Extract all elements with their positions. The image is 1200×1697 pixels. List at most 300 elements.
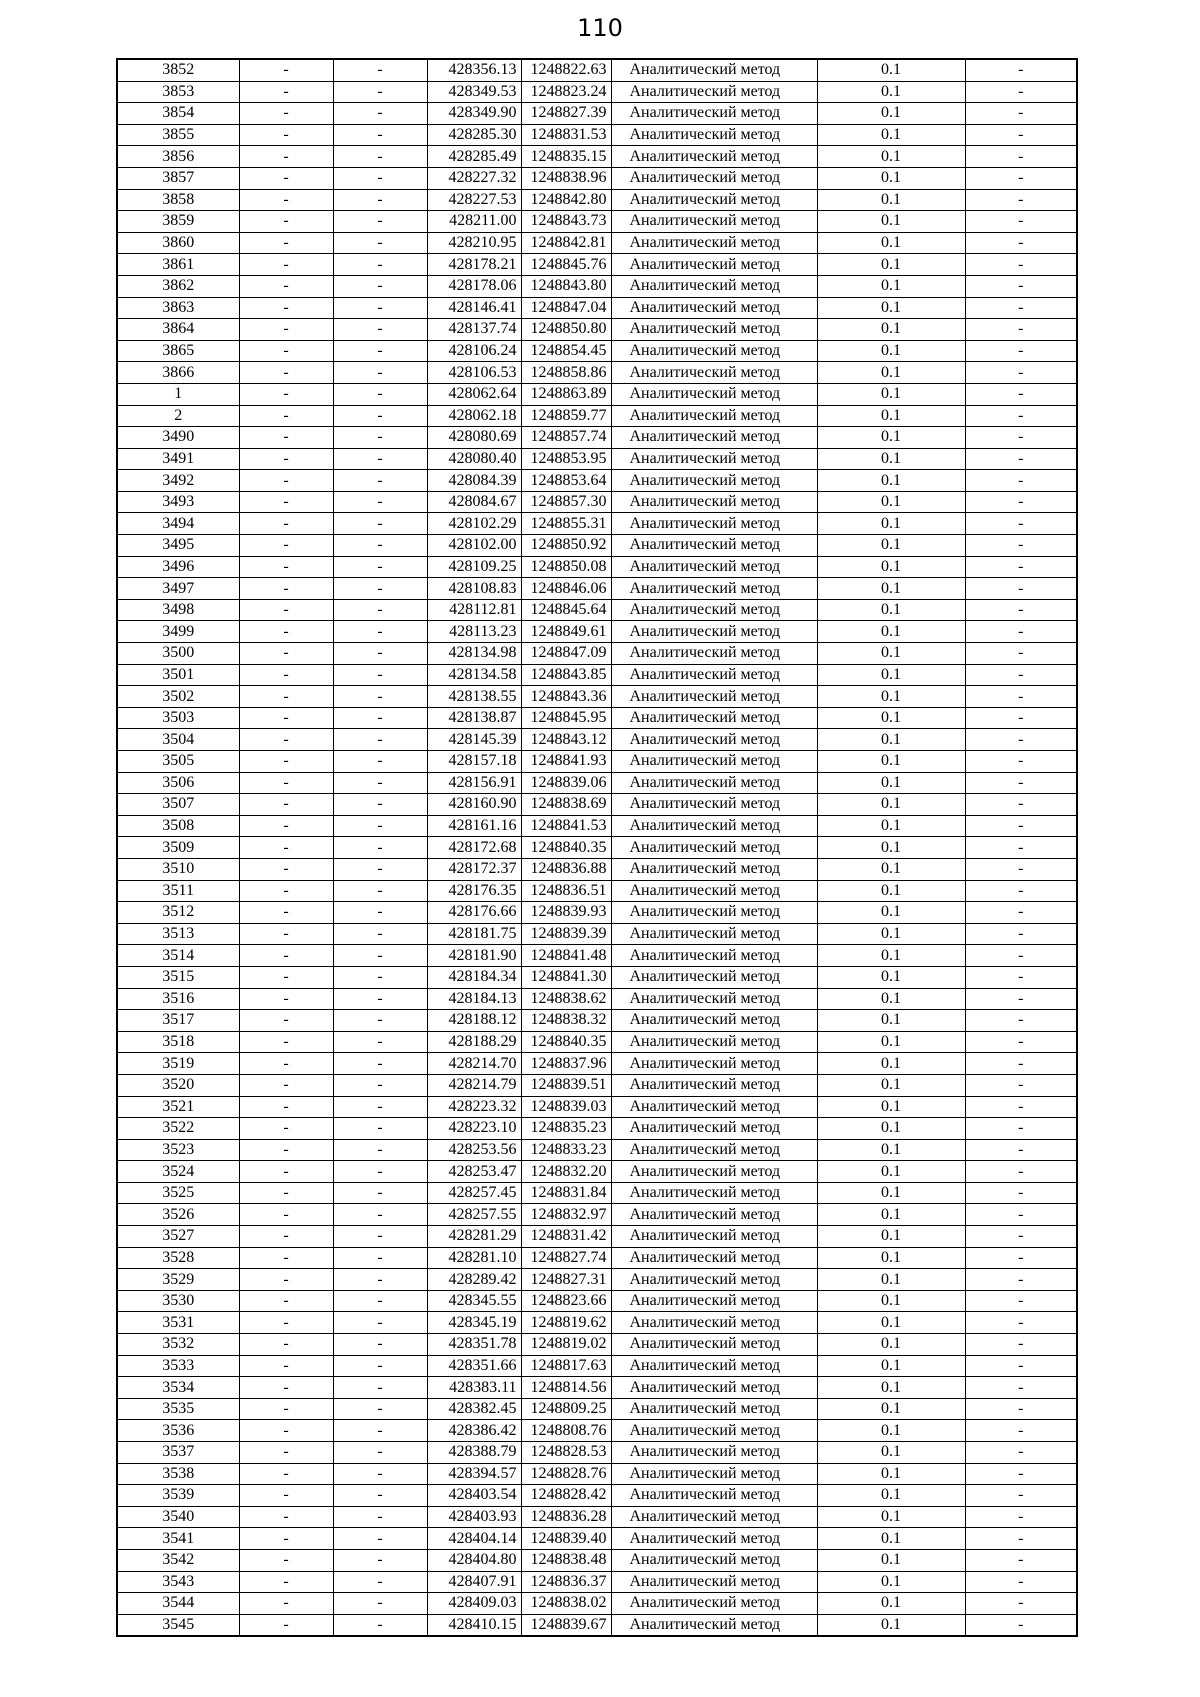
empty-cell-1: - — [239, 556, 333, 578]
empty-cell-1: - — [239, 1204, 333, 1226]
empty-cell-1: - — [239, 1549, 333, 1571]
x-coordinate-cell: 428172.37 — [427, 858, 521, 880]
y-coordinate-cell: 1248828.76 — [521, 1463, 611, 1485]
x-coordinate-cell: 428349.53 — [427, 81, 521, 103]
method-cell: Аналитический метод — [611, 1290, 817, 1312]
empty-cell-2: - — [333, 1161, 427, 1183]
table-row — [117, 751, 1077, 773]
note-cell: - — [965, 124, 1077, 146]
empty-cell-2: - — [333, 383, 427, 405]
table-body — [117, 59, 1077, 1636]
empty-cell-1: - — [239, 643, 333, 665]
table-row — [117, 362, 1077, 384]
empty-cell-1: - — [239, 1571, 333, 1593]
point-number-cell: 3541 — [117, 1528, 239, 1550]
empty-cell-2: - — [333, 1571, 427, 1593]
method-cell: Аналитический метод — [611, 1204, 817, 1226]
note-cell: - — [965, 1614, 1077, 1636]
x-coordinate-cell: 428285.49 — [427, 146, 521, 168]
y-coordinate-cell: 1248838.48 — [521, 1549, 611, 1571]
x-coordinate-cell: 428253.47 — [427, 1161, 521, 1183]
empty-cell-1: - — [239, 340, 333, 362]
table-row — [117, 880, 1077, 902]
table-row — [117, 1290, 1077, 1312]
x-coordinate-cell: 428356.13 — [427, 59, 521, 81]
empty-cell-2: - — [333, 1355, 427, 1377]
table-row — [117, 1053, 1077, 1075]
empty-cell-2: - — [333, 1334, 427, 1356]
method-cell: Аналитический метод — [611, 1312, 817, 1334]
table-row — [117, 1247, 1077, 1269]
empty-cell-2: - — [333, 275, 427, 297]
empty-cell-2: - — [333, 297, 427, 319]
y-coordinate-cell: 1248845.64 — [521, 599, 611, 621]
note-cell: - — [965, 1593, 1077, 1615]
table-row — [117, 794, 1077, 816]
table-row — [117, 1549, 1077, 1571]
point-number-cell: 3532 — [117, 1334, 239, 1356]
accuracy-cell: 0.1 — [817, 1226, 965, 1248]
table-row — [117, 578, 1077, 600]
method-cell: Аналитический метод — [611, 1096, 817, 1118]
y-coordinate-cell: 1248822.63 — [521, 59, 611, 81]
x-coordinate-cell: 428223.10 — [427, 1118, 521, 1140]
accuracy-cell: 0.1 — [817, 448, 965, 470]
note-cell: - — [965, 1053, 1077, 1075]
x-coordinate-cell: 428181.90 — [427, 945, 521, 967]
x-coordinate-cell: 428285.30 — [427, 124, 521, 146]
empty-cell-2: - — [333, 103, 427, 125]
method-cell: Аналитический метод — [611, 1485, 817, 1507]
point-number-cell: 3536 — [117, 1420, 239, 1442]
method-cell: Аналитический метод — [611, 340, 817, 362]
empty-cell-2: - — [333, 1118, 427, 1140]
point-number-cell: 3491 — [117, 448, 239, 470]
point-number-cell: 3528 — [117, 1247, 239, 1269]
y-coordinate-cell: 1248836.88 — [521, 858, 611, 880]
empty-cell-2: - — [333, 1398, 427, 1420]
empty-cell-1: - — [239, 1290, 333, 1312]
empty-cell-1: - — [239, 1161, 333, 1183]
empty-cell-2: - — [333, 254, 427, 276]
accuracy-cell: 0.1 — [817, 1096, 965, 1118]
empty-cell-1: - — [239, 599, 333, 621]
accuracy-cell: 0.1 — [817, 1398, 965, 1420]
empty-cell-1: - — [239, 513, 333, 535]
point-number-cell: 3517 — [117, 1010, 239, 1032]
x-coordinate-cell: 428176.35 — [427, 880, 521, 902]
accuracy-cell: 0.1 — [817, 1118, 965, 1140]
table-row — [117, 103, 1077, 125]
x-coordinate-cell: 428102.00 — [427, 535, 521, 557]
empty-cell-1: - — [239, 923, 333, 945]
method-cell: Аналитический метод — [611, 448, 817, 470]
note-cell: - — [965, 103, 1077, 125]
empty-cell-2: - — [333, 1614, 427, 1636]
y-coordinate-cell: 1248832.97 — [521, 1204, 611, 1226]
point-number-cell: 3540 — [117, 1506, 239, 1528]
table-row — [117, 1074, 1077, 1096]
method-cell: Аналитический метод — [611, 470, 817, 492]
table-row — [117, 427, 1077, 449]
note-cell: - — [965, 578, 1077, 600]
empty-cell-1: - — [239, 1442, 333, 1464]
method-cell: Аналитический метод — [611, 1247, 817, 1269]
empty-cell-1: - — [239, 167, 333, 189]
empty-cell-1: - — [239, 1312, 333, 1334]
accuracy-cell: 0.1 — [817, 578, 965, 600]
empty-cell-2: - — [333, 1053, 427, 1075]
method-cell: Аналитический метод — [611, 1226, 817, 1248]
y-coordinate-cell: 1248857.30 — [521, 491, 611, 513]
point-number-cell: 3538 — [117, 1463, 239, 1485]
accuracy-cell: 0.1 — [817, 772, 965, 794]
point-number-cell: 3862 — [117, 275, 239, 297]
method-cell: Аналитический метод — [611, 275, 817, 297]
note-cell: - — [965, 319, 1077, 341]
empty-cell-2: - — [333, 1463, 427, 1485]
note-cell: - — [965, 275, 1077, 297]
empty-cell-1: - — [239, 81, 333, 103]
y-coordinate-cell: 1248831.84 — [521, 1182, 611, 1204]
x-coordinate-cell: 428113.23 — [427, 621, 521, 643]
y-coordinate-cell: 1248846.06 — [521, 578, 611, 600]
table-row — [117, 1118, 1077, 1140]
table-row — [117, 491, 1077, 513]
accuracy-cell: 0.1 — [817, 707, 965, 729]
x-coordinate-cell: 428080.40 — [427, 448, 521, 470]
note-cell: - — [965, 794, 1077, 816]
note-cell: - — [965, 1269, 1077, 1291]
empty-cell-1: - — [239, 405, 333, 427]
point-number-cell: 3509 — [117, 837, 239, 859]
note-cell: - — [965, 448, 1077, 470]
note-cell: - — [965, 858, 1077, 880]
y-coordinate-cell: 1248836.28 — [521, 1506, 611, 1528]
table-row — [117, 1614, 1077, 1636]
x-coordinate-cell: 428134.58 — [427, 664, 521, 686]
y-coordinate-cell: 1248827.39 — [521, 103, 611, 125]
accuracy-cell: 0.1 — [817, 513, 965, 535]
point-number-cell: 3537 — [117, 1442, 239, 1464]
point-number-cell: 3542 — [117, 1549, 239, 1571]
point-number-cell: 3507 — [117, 794, 239, 816]
x-coordinate-cell: 428210.95 — [427, 232, 521, 254]
table-row — [117, 1139, 1077, 1161]
empty-cell-2: - — [333, 837, 427, 859]
y-coordinate-cell: 1248850.08 — [521, 556, 611, 578]
empty-cell-2: - — [333, 405, 427, 427]
method-cell: Аналитический метод — [611, 599, 817, 621]
note-cell: - — [965, 1118, 1077, 1140]
empty-cell-2: - — [333, 1377, 427, 1399]
y-coordinate-cell: 1248827.31 — [521, 1269, 611, 1291]
accuracy-cell: 0.1 — [817, 167, 965, 189]
x-coordinate-cell: 428188.29 — [427, 1031, 521, 1053]
x-coordinate-cell: 428227.53 — [427, 189, 521, 211]
accuracy-cell: 0.1 — [817, 59, 965, 81]
point-number-cell: 3533 — [117, 1355, 239, 1377]
y-coordinate-cell: 1248835.15 — [521, 146, 611, 168]
accuracy-cell: 0.1 — [817, 232, 965, 254]
note-cell: - — [965, 1549, 1077, 1571]
accuracy-cell: 0.1 — [817, 966, 965, 988]
method-cell: Аналитический метод — [611, 1139, 817, 1161]
table-row — [117, 513, 1077, 535]
empty-cell-2: - — [333, 751, 427, 773]
note-cell: - — [965, 686, 1077, 708]
empty-cell-2: - — [333, 1485, 427, 1507]
accuracy-cell: 0.1 — [817, 945, 965, 967]
point-number-cell: 3531 — [117, 1312, 239, 1334]
x-coordinate-cell: 428214.79 — [427, 1074, 521, 1096]
method-cell: Аналитический метод — [611, 707, 817, 729]
method-cell: Аналитический метод — [611, 297, 817, 319]
point-number-cell: 3857 — [117, 167, 239, 189]
method-cell: Аналитический метод — [611, 1506, 817, 1528]
y-coordinate-cell: 1248842.80 — [521, 189, 611, 211]
note-cell: - — [965, 1247, 1077, 1269]
empty-cell-1: - — [239, 1139, 333, 1161]
y-coordinate-cell: 1248839.06 — [521, 772, 611, 794]
method-cell: Аналитический метод — [611, 923, 817, 945]
accuracy-cell: 0.1 — [817, 1420, 965, 1442]
empty-cell-1: - — [239, 686, 333, 708]
accuracy-cell: 0.1 — [817, 1614, 965, 1636]
empty-cell-2: - — [333, 578, 427, 600]
accuracy-cell: 0.1 — [817, 81, 965, 103]
note-cell: - — [965, 340, 1077, 362]
x-coordinate-cell: 428102.29 — [427, 513, 521, 535]
empty-cell-1: - — [239, 815, 333, 837]
method-cell: Аналитический метод — [611, 1355, 817, 1377]
note-cell: - — [965, 1571, 1077, 1593]
method-cell: Аналитический метод — [611, 513, 817, 535]
y-coordinate-cell: 1248836.51 — [521, 880, 611, 902]
point-number-cell: 3858 — [117, 189, 239, 211]
note-cell: - — [965, 621, 1077, 643]
table-row — [117, 1269, 1077, 1291]
table-row — [117, 966, 1077, 988]
point-number-cell: 3859 — [117, 211, 239, 233]
empty-cell-1: - — [239, 1528, 333, 1550]
method-cell: Аналитический метод — [611, 858, 817, 880]
y-coordinate-cell: 1248819.62 — [521, 1312, 611, 1334]
table-row — [117, 275, 1077, 297]
note-cell: - — [965, 232, 1077, 254]
x-coordinate-cell: 428178.21 — [427, 254, 521, 276]
table-row — [117, 1377, 1077, 1399]
y-coordinate-cell: 1248854.45 — [521, 340, 611, 362]
y-coordinate-cell: 1248843.36 — [521, 686, 611, 708]
empty-cell-1: - — [239, 103, 333, 125]
y-coordinate-cell: 1248859.77 — [521, 405, 611, 427]
table-row — [117, 837, 1077, 859]
empty-cell-1: - — [239, 362, 333, 384]
empty-cell-2: - — [333, 1290, 427, 1312]
accuracy-cell: 0.1 — [817, 535, 965, 557]
table-row — [117, 448, 1077, 470]
accuracy-cell: 0.1 — [817, 664, 965, 686]
note-cell: - — [965, 1139, 1077, 1161]
y-coordinate-cell: 1248814.56 — [521, 1377, 611, 1399]
empty-cell-2: - — [333, 362, 427, 384]
table-row — [117, 1096, 1077, 1118]
accuracy-cell: 0.1 — [817, 837, 965, 859]
method-cell: Аналитический метод — [611, 729, 817, 751]
y-coordinate-cell: 1248845.95 — [521, 707, 611, 729]
accuracy-cell: 0.1 — [817, 1247, 965, 1269]
note-cell: - — [965, 1182, 1077, 1204]
empty-cell-2: - — [333, 945, 427, 967]
method-cell: Аналитический метод — [611, 124, 817, 146]
point-number-cell: 3497 — [117, 578, 239, 600]
method-cell: Аналитический метод — [611, 772, 817, 794]
empty-cell-2: - — [333, 923, 427, 945]
y-coordinate-cell: 1248833.23 — [521, 1139, 611, 1161]
y-coordinate-cell: 1248863.89 — [521, 383, 611, 405]
note-cell: - — [965, 405, 1077, 427]
empty-cell-1: - — [239, 470, 333, 492]
empty-cell-2: - — [333, 880, 427, 902]
method-cell: Аналитический метод — [611, 1398, 817, 1420]
note-cell: - — [965, 81, 1077, 103]
empty-cell-2: - — [333, 1506, 427, 1528]
method-cell: Аналитический метод — [611, 578, 817, 600]
method-cell: Аналитический метод — [611, 81, 817, 103]
point-number-cell: 3516 — [117, 988, 239, 1010]
point-number-cell: 3508 — [117, 815, 239, 837]
y-coordinate-cell: 1248843.80 — [521, 275, 611, 297]
note-cell: - — [965, 1312, 1077, 1334]
empty-cell-2: - — [333, 470, 427, 492]
y-coordinate-cell: 1248843.73 — [521, 211, 611, 233]
empty-cell-2: - — [333, 1312, 427, 1334]
table-row — [117, 189, 1077, 211]
x-coordinate-cell: 428351.78 — [427, 1334, 521, 1356]
point-number-cell: 3527 — [117, 1226, 239, 1248]
table-row — [117, 1312, 1077, 1334]
note-cell: - — [965, 146, 1077, 168]
point-number-cell: 3535 — [117, 1398, 239, 1420]
method-cell: Аналитический метод — [611, 383, 817, 405]
empty-cell-2: - — [333, 772, 427, 794]
x-coordinate-cell: 428157.18 — [427, 751, 521, 773]
accuracy-cell: 0.1 — [817, 340, 965, 362]
empty-cell-1: - — [239, 124, 333, 146]
method-cell: Аналитический метод — [611, 1182, 817, 1204]
accuracy-cell: 0.1 — [817, 1290, 965, 1312]
empty-cell-2: - — [333, 319, 427, 341]
empty-cell-1: - — [239, 1010, 333, 1032]
point-number-cell: 3530 — [117, 1290, 239, 1312]
empty-cell-1: - — [239, 211, 333, 233]
empty-cell-2: - — [333, 664, 427, 686]
x-coordinate-cell: 428388.79 — [427, 1442, 521, 1464]
point-number-cell: 3852 — [117, 59, 239, 81]
method-cell: Аналитический метод — [611, 1053, 817, 1075]
empty-cell-2: - — [333, 146, 427, 168]
empty-cell-1: - — [239, 902, 333, 924]
accuracy-cell: 0.1 — [817, 686, 965, 708]
point-number-cell: 3503 — [117, 707, 239, 729]
method-cell: Аналитический метод — [611, 902, 817, 924]
empty-cell-2: - — [333, 1096, 427, 1118]
empty-cell-1: - — [239, 448, 333, 470]
y-coordinate-cell: 1248841.30 — [521, 966, 611, 988]
table-row — [117, 686, 1077, 708]
method-cell: Аналитический метод — [611, 1614, 817, 1636]
note-cell: - — [965, 1204, 1077, 1226]
table-row — [117, 945, 1077, 967]
x-coordinate-cell: 428106.53 — [427, 362, 521, 384]
empty-cell-2: - — [333, 1226, 427, 1248]
empty-cell-2: - — [333, 556, 427, 578]
y-coordinate-cell: 1248850.92 — [521, 535, 611, 557]
point-number-cell: 3492 — [117, 470, 239, 492]
point-number-cell: 3521 — [117, 1096, 239, 1118]
note-cell: - — [965, 1420, 1077, 1442]
point-number-cell: 3495 — [117, 535, 239, 557]
accuracy-cell: 0.1 — [817, 815, 965, 837]
method-cell: Аналитический метод — [611, 1334, 817, 1356]
method-cell: Аналитический метод — [611, 1442, 817, 1464]
y-coordinate-cell: 1248842.81 — [521, 232, 611, 254]
y-coordinate-cell: 1248853.95 — [521, 448, 611, 470]
note-cell: - — [965, 1074, 1077, 1096]
method-cell: Аналитический метод — [611, 535, 817, 557]
accuracy-cell: 0.1 — [817, 405, 965, 427]
y-coordinate-cell: 1248841.93 — [521, 751, 611, 773]
empty-cell-2: - — [333, 707, 427, 729]
y-coordinate-cell: 1248839.93 — [521, 902, 611, 924]
accuracy-cell: 0.1 — [817, 902, 965, 924]
note-cell: - — [965, 966, 1077, 988]
empty-cell-1: - — [239, 794, 333, 816]
table-row — [117, 1506, 1077, 1528]
method-cell: Аналитический метод — [611, 1549, 817, 1571]
empty-cell-2: - — [333, 59, 427, 81]
table-row — [117, 254, 1077, 276]
empty-cell-1: - — [239, 297, 333, 319]
y-coordinate-cell: 1248838.32 — [521, 1010, 611, 1032]
x-coordinate-cell: 428112.81 — [427, 599, 521, 621]
table-row — [117, 1420, 1077, 1442]
method-cell: Аналитический метод — [611, 1074, 817, 1096]
note-cell: - — [965, 1010, 1077, 1032]
x-coordinate-cell: 428062.18 — [427, 405, 521, 427]
accuracy-cell: 0.1 — [817, 211, 965, 233]
x-coordinate-cell: 428404.80 — [427, 1549, 521, 1571]
method-cell: Аналитический метод — [611, 146, 817, 168]
table-row — [117, 81, 1077, 103]
x-coordinate-cell: 428106.24 — [427, 340, 521, 362]
empty-cell-1: - — [239, 146, 333, 168]
method-cell: Аналитический метод — [611, 945, 817, 967]
point-number-cell: 3502 — [117, 686, 239, 708]
empty-cell-2: - — [333, 858, 427, 880]
y-coordinate-cell: 1248838.62 — [521, 988, 611, 1010]
x-coordinate-cell: 428160.90 — [427, 794, 521, 816]
x-coordinate-cell: 428211.00 — [427, 211, 521, 233]
table-row — [117, 556, 1077, 578]
empty-cell-1: - — [239, 664, 333, 686]
accuracy-cell: 0.1 — [817, 1355, 965, 1377]
note-cell: - — [965, 556, 1077, 578]
accuracy-cell: 0.1 — [817, 491, 965, 513]
table-row — [117, 1204, 1077, 1226]
accuracy-cell: 0.1 — [817, 1571, 965, 1593]
